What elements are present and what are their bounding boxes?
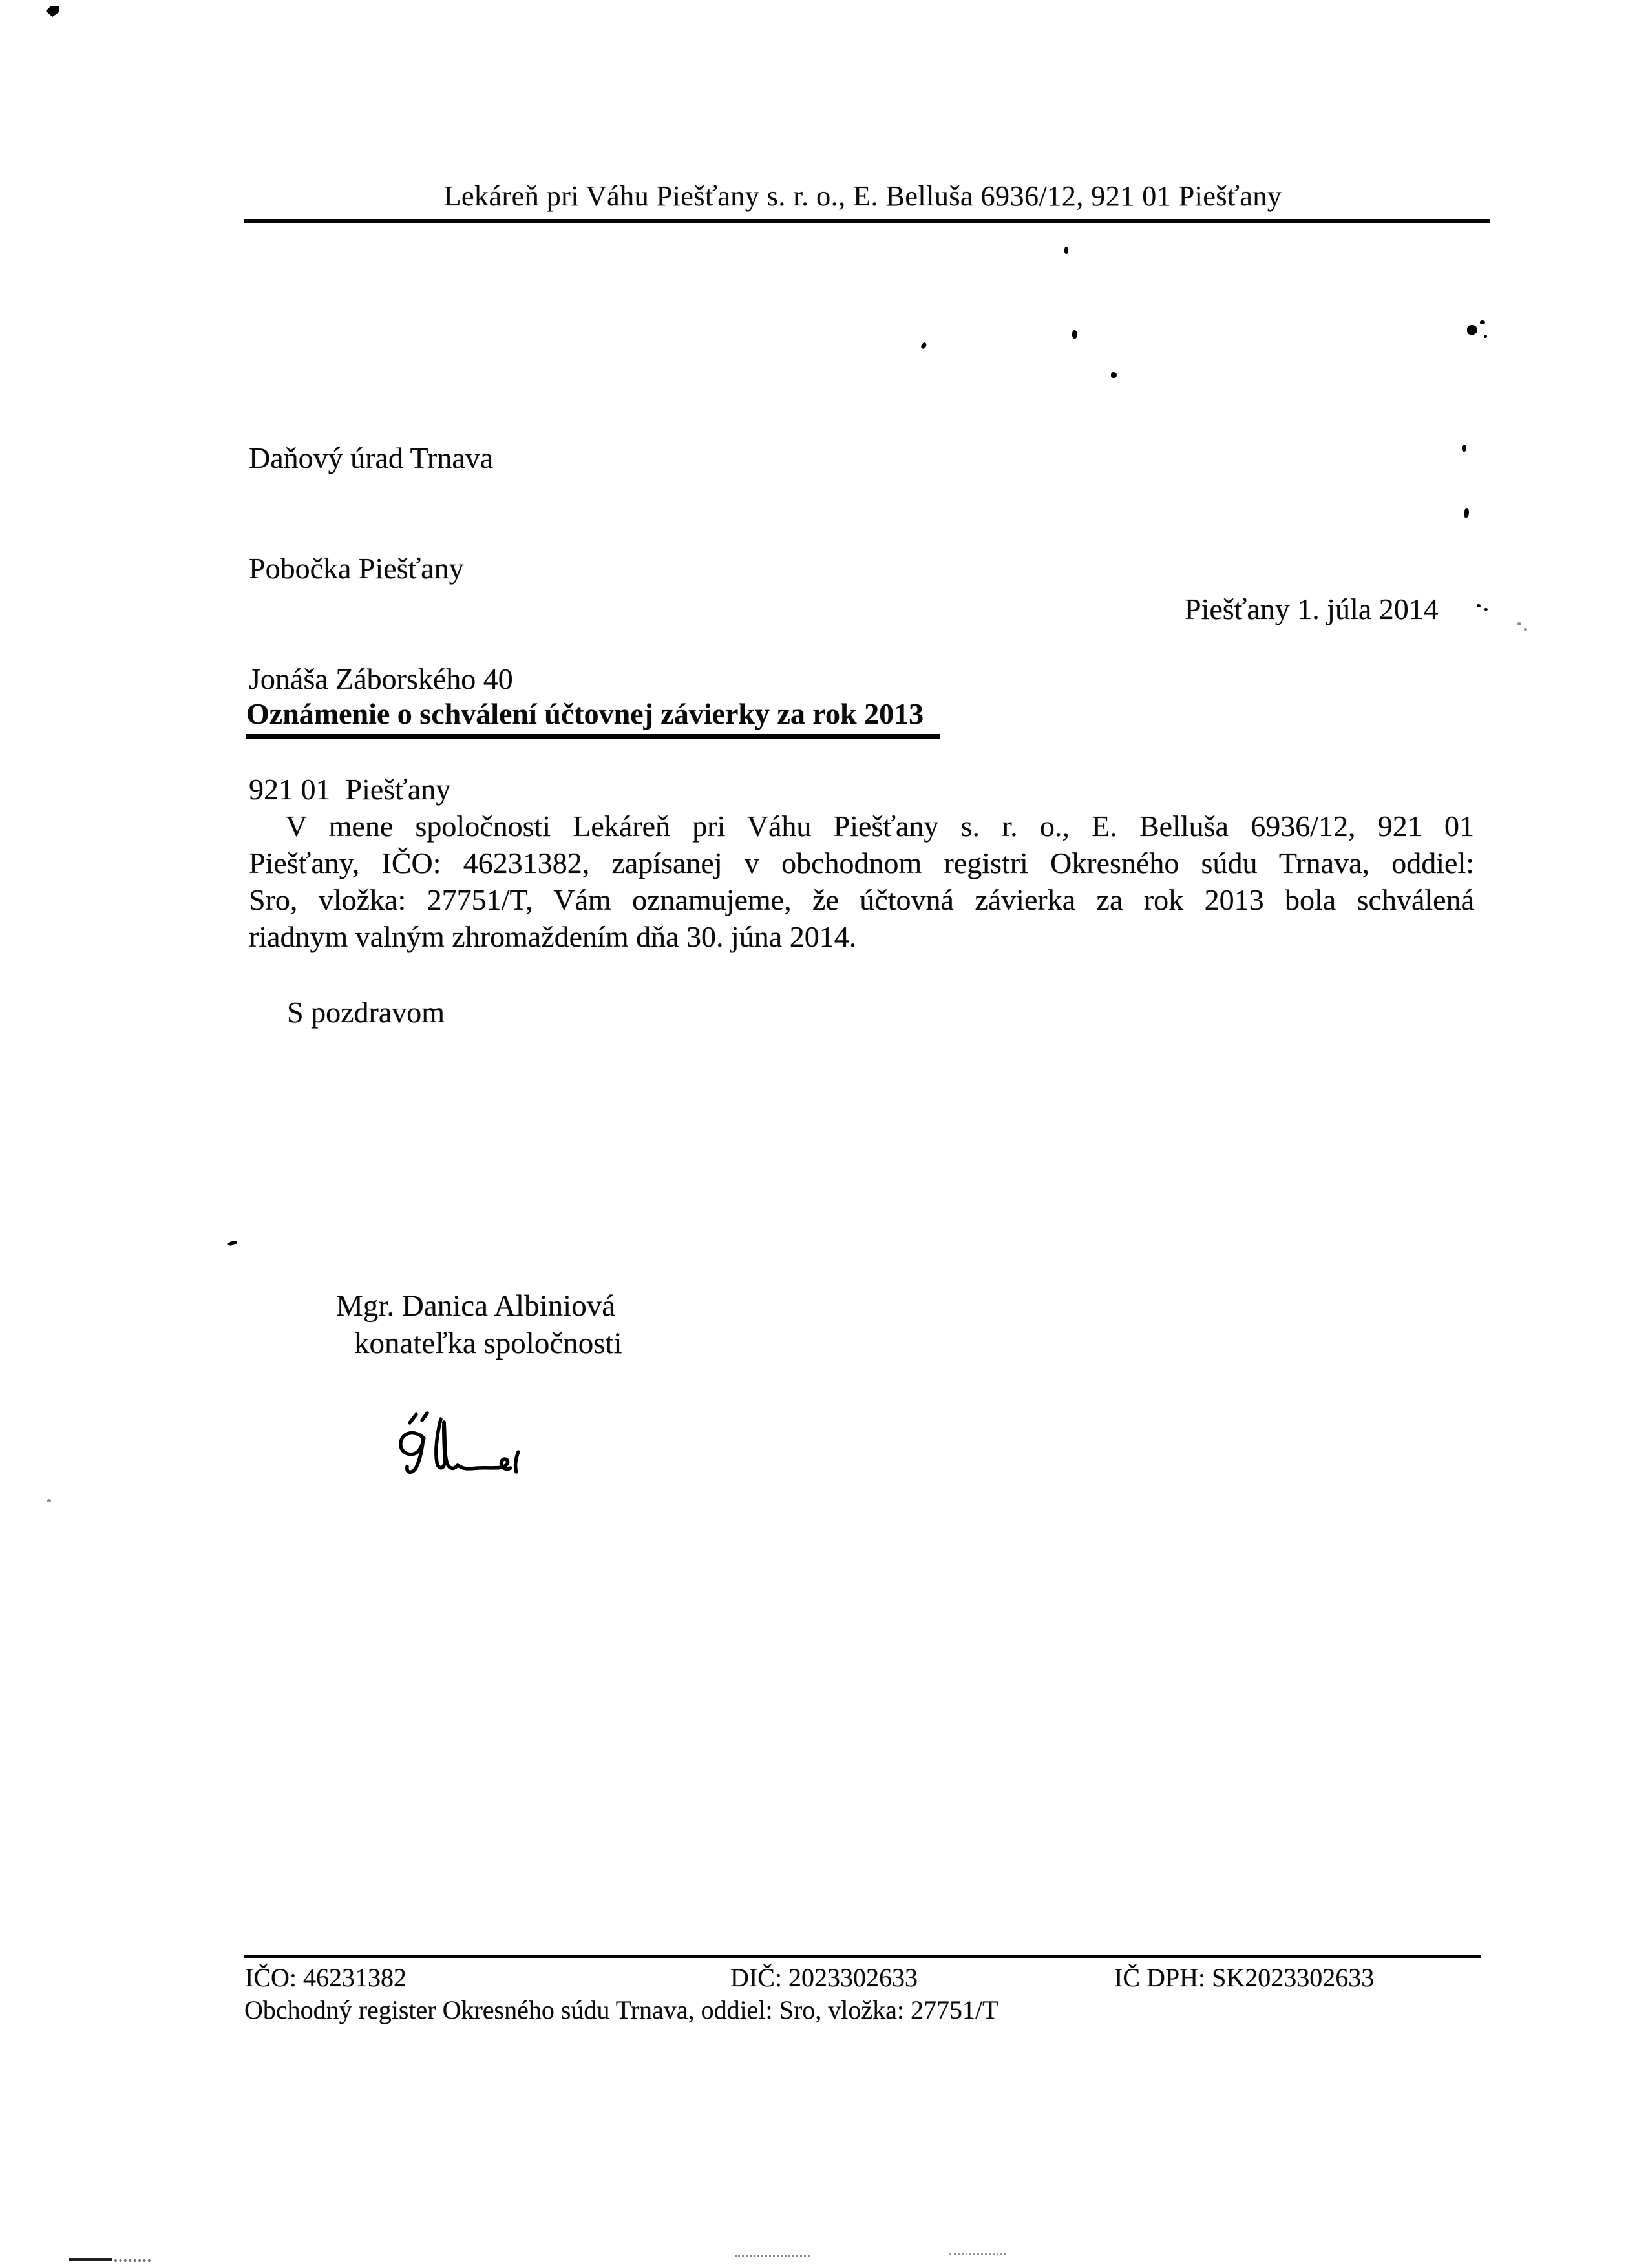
scan-artifact	[920, 342, 927, 350]
recipient-line: Pobočka Piešťany	[249, 552, 464, 585]
closing-salutation: S pozdravom	[287, 996, 445, 1029]
body-paragraph	[249, 808, 1474, 955]
scan-artifact	[1072, 330, 1077, 339]
scan-artifact	[949, 2253, 1006, 2255]
scan-artifact	[1484, 608, 1488, 611]
footer-register: Obchodný register Okresného súdu Trnava, oddiel: Sro, vložka: 27751/T	[244, 1995, 998, 2024]
scan-artifact	[1111, 372, 1117, 378]
scan-artifact	[69, 2258, 112, 2261]
footer-ic-dph: IČ DPH: SK2023302633	[1114, 1963, 1375, 1992]
scan-artifact-ink-blob	[45, 5, 62, 18]
footer-rule	[244, 1955, 1481, 1958]
recipient-line: Jonáša Záborského 40	[249, 662, 513, 695]
recipient-address-block	[249, 366, 513, 881]
recipient-line: Daňový úrad Trnava	[249, 441, 494, 474]
scan-artifact	[1477, 604, 1481, 607]
signer-block	[336, 1287, 622, 1362]
body-line: Piešťany, IČO: 46231382, zapísanej v obchodnom registri Okresného súdu Trnava, oddiel:	[249, 846, 1474, 879]
place-date-line: Piešťany 1. júla 2014	[1185, 593, 1439, 625]
letterhead-rule	[244, 219, 1490, 223]
subject-text: Oznámenie o schválení účtovnej závierky za rok 2013	[246, 697, 940, 739]
scan-artifact	[114, 2259, 151, 2262]
body-line: V mene spoločnosti Lekáreň pri Váhu Piešťany s. r. o., E. Belluša 6936/12, 921 01	[286, 810, 1474, 843]
letterhead-company-line: Lekáreň pri Váhu Piešťany s. r. o., E. Belluša 6936/12, 921 01 Piešťany	[443, 180, 1282, 212]
scan-artifact	[227, 1241, 238, 1246]
scan-artifact	[1462, 445, 1466, 452]
body-line: riadnym valným zhromaždením dňa 30. júna 2014.	[249, 920, 857, 953]
recipient-line: 921 01 Piešťany	[249, 773, 451, 806]
signer-title: konateľka spoločnosti	[354, 1327, 622, 1360]
scan-artifact	[1467, 325, 1477, 335]
scan-artifact	[1480, 320, 1485, 324]
scan-artifact	[1484, 335, 1487, 338]
scan-artifact	[1064, 247, 1068, 254]
footer-dic: DIČ: 2023302633	[730, 1963, 918, 1992]
scan-artifact	[1464, 508, 1469, 518]
signer-name: Mgr. Danica Albiniová	[336, 1289, 616, 1323]
scan-artifact	[735, 2255, 810, 2257]
scan-artifact	[1517, 622, 1521, 625]
scan-artifact	[47, 1499, 51, 1502]
scan-artifact	[1524, 628, 1527, 631]
handwritten-signature	[386, 1410, 535, 1484]
body-line: Sro, vložka: 27751/T, Vám oznamujeme, že účtovná závierka za rok 2013 bola schválená	[249, 883, 1474, 916]
subject-line	[246, 697, 940, 739]
footer-ico: IČO: 46231382	[245, 1963, 407, 1992]
